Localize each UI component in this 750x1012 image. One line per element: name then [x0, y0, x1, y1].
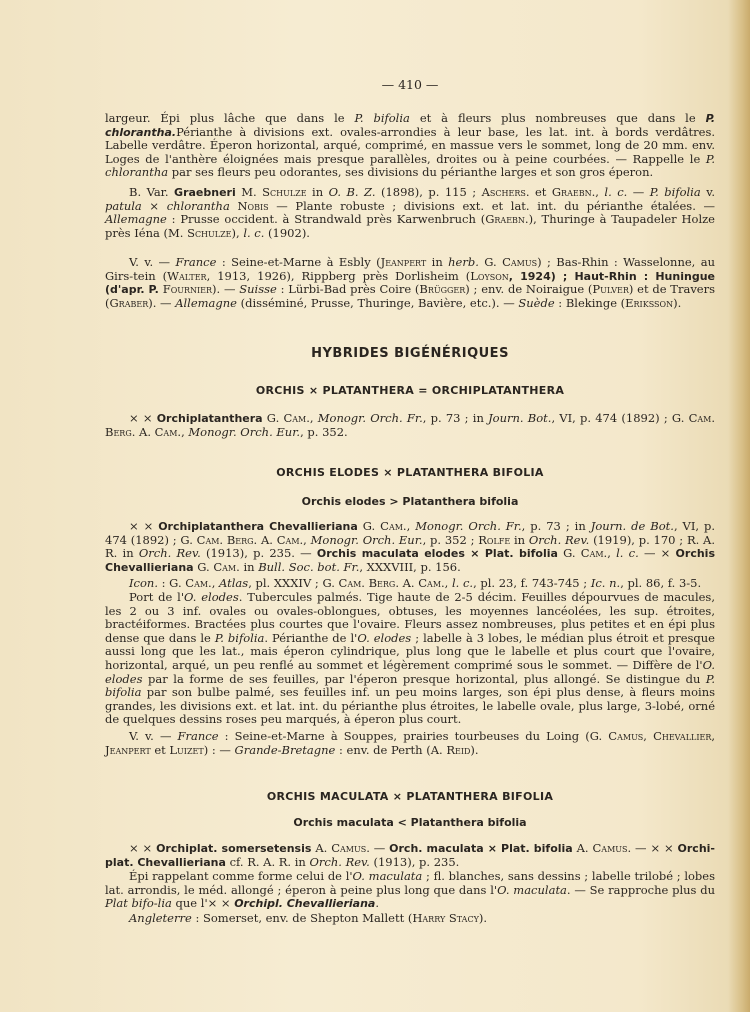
heading-hybrides: HYBRIDES BIGÉNÉRIQUES	[311, 346, 509, 361]
subheading-elodes: Orchis elodes > Platanthera bifolia	[301, 495, 519, 508]
epi-paragraph: Épi rappelant comme forme celui de l'O. maculata ; fl. blanches, sans dessins ; labelle trilobé ; lobes lat. arrondis, le méd. allongé ; éperon à peine plus long que dans l'O. maculata. — Se rapproche plus du Plat bifo-lia que l'× × Orchipl. Chevallieriana.	[105, 869, 716, 911]
page-edge-shadow	[728, 0, 750, 1012]
heading-elodes: ORCHIS ELODES × PLATANTHERA BIFOLIA	[276, 466, 544, 479]
continuation-paragraph: largeur. Épi plus lâche que dans le P. bifolia et à fleurs plus nombreuses que dans le P. chlorantha.Périanthe à divisions ext. ovales-arrondies à leur base, les lat. int. à bords verdâtres. Labelle verdâtre. Éperon horizontal, arqué, comprimé, en massue vers le sommet, long de 20 mm. env. Loges de l'anthère éloignées mais presque parallèles, droites ou à peine courbées. — Rappelle le P. chlorantha par ses fleurs peu odorantes, ses divisions du périanthe larges et son gros éperon.	[105, 111, 715, 180]
angleterre-paragraph: Angleterre : Somerset, env. de Shepton Mallett (Harry Stacy).	[129, 911, 488, 925]
page-number: — 410 —	[381, 77, 439, 92]
maculata-paragraph: × × Orchiplat. somersetensis A. Camus. — Orch. maculata × Plat. bifolia A. Camus. — × × Orchi-plat. Chevallieriana cf. R. A. R. in Orch. Rev. (1913), p. 235.	[105, 841, 715, 869]
elodes-paragraph: × × Orchiplatanthera Chevallieriana G. Cam., Monogr. Orch. Fr., p. 73 ; in Journ. de Bot., VI, p. 474 (1892) ; G. Cam. Berg. A. Cam., Monogr. Orch. Eur., p. 352 ; Rolfe in Orch. Rev. (1919), p. 170 ; R. A. R. in Orch. Rev. (1913), p. 235. — Orchis maculata elodes × Plat. bifolia G. Cam., l. c. — × Orchis Chevallieriana G. Cam. in Bull. Soc. bot. Fr., XXXVIII, p. 156.	[105, 519, 716, 574]
heading-orchiplatanthera: ORCHIS × PLATANTHERA = ORCHIPLATANTHERA	[255, 384, 565, 397]
vv-france-souppes-paragraph: V. v. — France : Seine-et-Marne à Souppes, prairies tourbeuses du Loing (G. Camus, Chevallier, Jeanpert et Luizet) : — Grande-Bretagne : env. de Perth (A. Reid).	[105, 729, 715, 757]
var-graebneri-paragraph: B. Var. Graebneri M. Schulze in O. B. Z. (1898), p. 115 ; Aschers. et Graebn., l. c. — P. bifolia v. patula × chlorantha Nobis — Plante robuste ; divisions ext. et lat. int. du périanthe étalées. — Allemagne : Prusse occident. à Strandwald près Karwenbruch (Graebn.), Thuringe à Taupadeler Holze près Iéna (M. Schulze), l. c. (1902).	[105, 185, 715, 240]
description-paragraph: Port de l'O. elodes. Tubercules palmés. Tige haute de 2-5 décim. Feuilles dépourvues de macules, les 2 ou 3 inf. ovales ou ovales-oblongues, obtuses, les moyennes lancéolées, les sup. étroites, bractéiformes. Bractées plus courtes que l'ovaire. Fleurs assez nombreuses, plus petites et en épi plus dense que dans le P. bifolia. Périanthe de l'O. elodes ; labelle à 3 lobes, le médian plus étroit et presque aussi long que les lat., mais éperon cylindrique, plus long que le labelle et plus court que l'ovaire, horizontal, arqué, un peu renflé au sommet et légèrement comprimé sous le sommet. — Diffère de l'O. elodes par la forme de ses feuilles, par l'éperon presque horizontal, plus allongé. Se distingue du P. bifolia par son bulbe palmé, ses feuilles inf. un peu moins larges, son épi plus dense, à fleurs moins grandes, les divisions ext. et lat. int. du périanthe plus étroites, le labelle ovale, plus large, 3-lobé, orné de quelques dessins roses peu marqués, à éperon plus court.	[105, 590, 715, 727]
icon-paragraph: Icon. : G. Cam., Atlas, pl. XXXIV ; G. Cam. Berg. A. Cam., l. c., pl. 23, f. 743-745 ; Ic. n., pl. 86, f. 3-5.	[129, 576, 702, 590]
orchiplatanthera-paragraph: × × Orchiplatanthera G. Cam., Monogr. Orch. Fr., p. 73 ; in Journ. Bot., VI, p. 474 (1892) ; G. Cam. Berg. A. Cam., Monogr. Orch. Eur., p. 352.	[105, 411, 716, 439]
heading-maculata: ORCHIS MACULATA × PLATANTHERA BIFOLIA	[266, 790, 554, 803]
subheading-maculata: Orchis maculata < Platanthera bifolia	[293, 816, 527, 829]
vv-france-paragraph: V. v. — France : Seine-et-Marne à Esbly (Jeanpert in herb. G. Camus) ; Bas-Rhin : Wasselonne, au Girs-tein (Walter, 1913, 1926), Rippberg près Dorlisheim (Loyson, 1924) ; Haut-Rhin : Huningue (d'apr. P. Fournier). — Suisse : Lürbi-Bad près Coire (Brügger) ; env. de Noiraigue (Pulver) et de Travers (Graber). — Allemagne (disséminé, Prusse, Thuringe, Bavière, etc.). — Suède : Blekinge (Eriksson).	[105, 255, 716, 310]
